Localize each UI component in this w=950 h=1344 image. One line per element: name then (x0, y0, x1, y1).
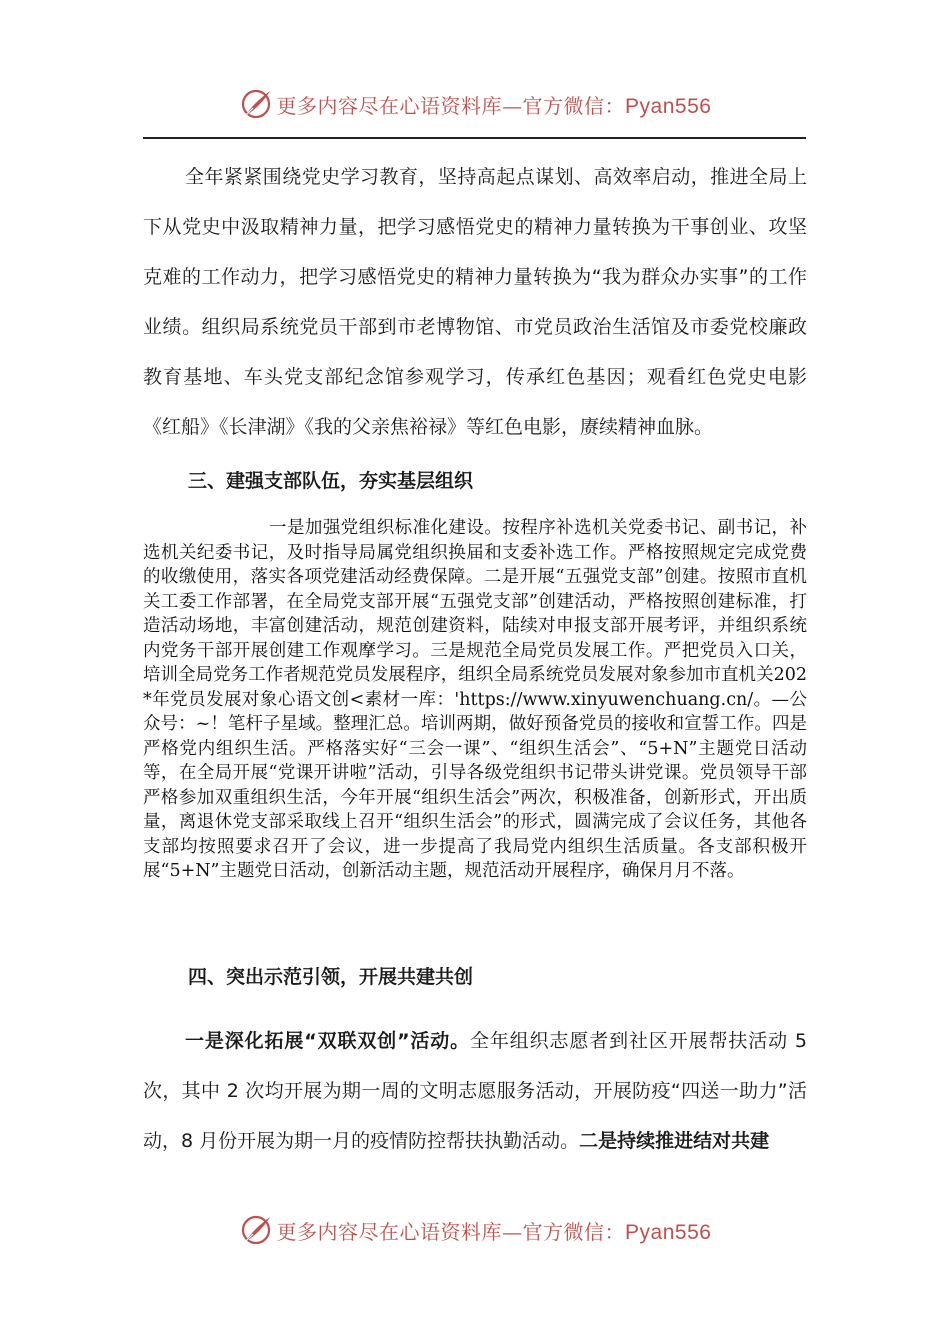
quill-logo-icon (239, 87, 273, 121)
quill-logo-icon (239, 1213, 273, 1247)
p3-bold-lead-1: 一是深化拓展“双联双创”活动。 (185, 1030, 471, 1052)
paragraph-party-history: 全年紧紧围绕党史学习教育，坚持高起点谋划、高效率启动，推进全局上下从党史中汲取精神力量，把学习感悟党史的精神力量转换为干事创业、攻坚克难的工作动力，把学习感悟党史的精神力量转换为“我为群众办实事”的工作业绩。组织局系统党员干部到市老博物馆、市党员政治生活馆及市委党校廉政教育基地、车头党支部纪念馆参观学习，传承红色基因；观看红色党史电影《红船》《长津湖》《我的父亲焦裕禄》等红色电影，赓续精神血脉。 (143, 166, 807, 438)
banner-wechat-id: Pyan556 (625, 94, 712, 118)
header-banner (0, 84, 950, 124)
p3-text-1: 全年组织志愿者到社区开展帮扶活动 5 次，其中 2 次均开展为期一周的文明志愿服务活动，开展防疫“四送一助力”活动，8 月份开展为期一月的疫情防控帮扶执勤活动。 (143, 1030, 807, 1152)
section-heading-4: 四、突出示范引领，开展共建共创 (188, 966, 474, 988)
banner-wechat-id: Pyan556 (625, 1220, 712, 1244)
footer-banner (0, 1210, 950, 1250)
banner-text-prefix: 更多内容尽在心语资料库—官方微信： (276, 1219, 626, 1244)
banner-text-prefix: 更多内容尽在心语资料库—官方微信： (276, 93, 626, 118)
banner-text (277, 1216, 712, 1245)
p3-bold-lead-2: 二是持续推进结对共建 (579, 1130, 770, 1152)
banner-text (277, 90, 712, 119)
header-divider (143, 137, 806, 139)
paragraph-branch-building: 一是加强党组织标准化建设。按程序补选机关党委书记、副书记，补选机关纪委书记，及时指导局属党组织换届和支委补选工作。严格按照规定完成党费的收缴使用，落实各项党建活动经费保障。二是开展“五强党支部”创建。按照市直机关工委工作部署，在全局党支部开展“五强党支部”创建活动，严格按照创建标准，打造活动场地，丰富创建活动，规范创建资料，陆续对申报支部开展考评，并组织系统内党务干部开展创建工作观摩学习。三是规范全局党员发展工作。严把党员入口关，培训全局党务工作者规范党员发展程序，组织全局系统党员发展对象参加市直机关202*年党员发展对象心语文创<素材一库：'https://www.xinyuwenchuang.cn/。—公众号：~！笔杆子星域。整理汇总。培训两期，做好预备党员的接收和宣誓工作。四是严格党内组织生活。严格落实好“三会一课”、“组织生活会”、“5+N”主题党日活动等，在全局开展“党课开讲啦”活动，引导各级党组织书记带头讲党课。党员领导干部严格参加双重组织生活，今年开展“组织生活会”两次，积极准备，创新形式，开出质量，离退休党支部采取线上召开“组织生活会”的形式，圆满完成了会议任务，其他各支部均按照要求召开了会议，进一步提高了我局党内组织生活质量。各支部积极开展“5+N”主题党日活动，创新活动主题，规范活动开展程序，确保月月不落。 (143, 518, 807, 881)
paragraph-co-building (143, 1016, 807, 1166)
section-heading-3: 三、建强支部队伍，夯实基层组织 (188, 470, 474, 492)
